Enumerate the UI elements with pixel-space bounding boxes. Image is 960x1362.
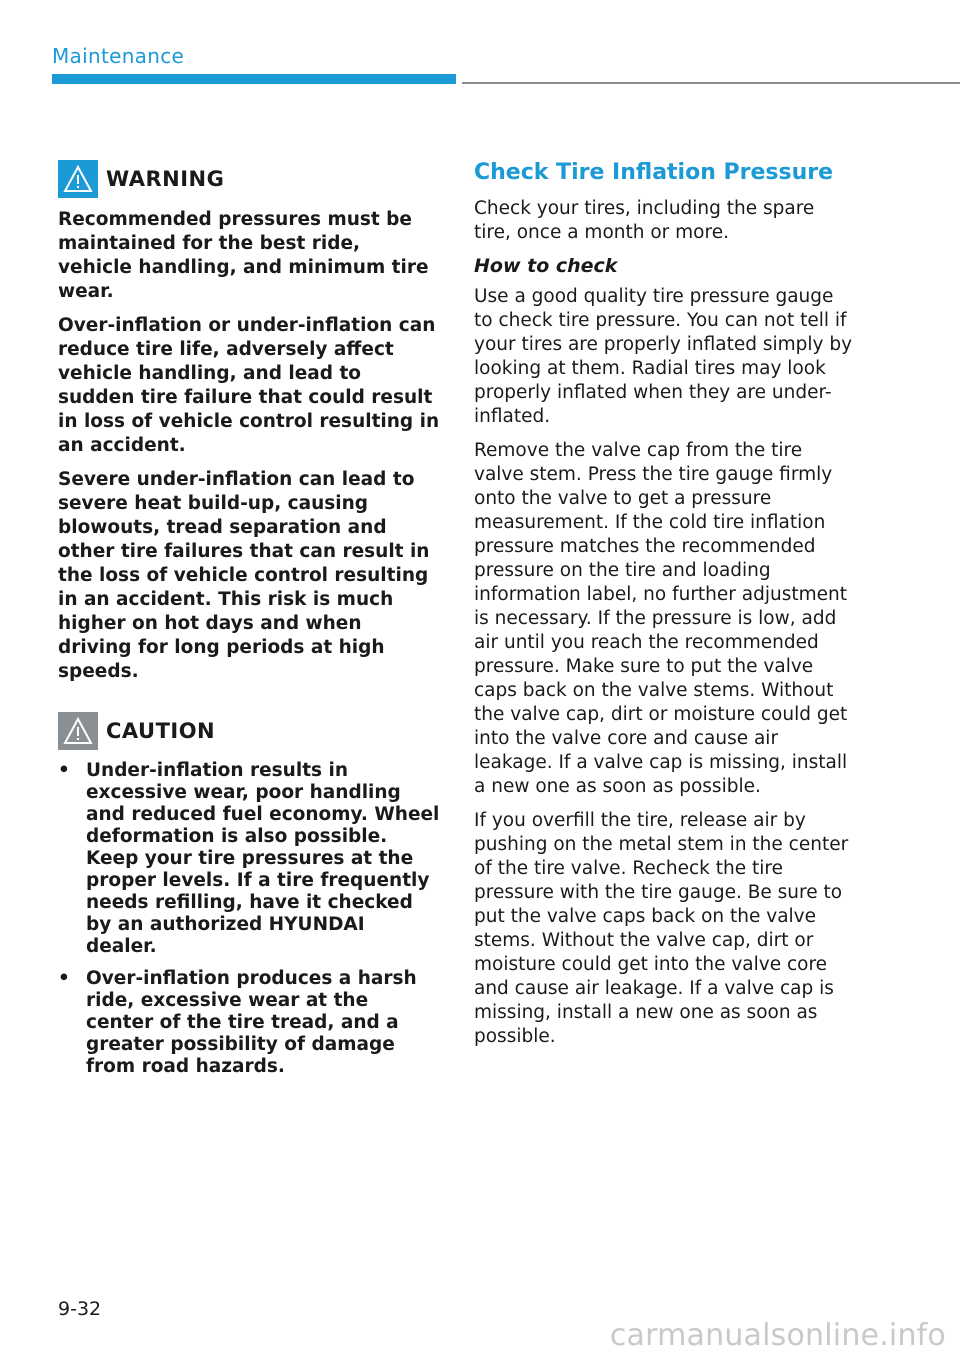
- caution-item-text: Over-inflation produces a harsh ride, excessive wear at the center of the tire tread, and a greater possibility of damage from road hazards.: [86, 968, 417, 1077]
- header-title: Maintenance: [52, 44, 185, 68]
- section-subhead: How to check: [474, 255, 618, 277]
- warning-box: [58, 160, 440, 684]
- caution-list: [58, 760, 440, 1078]
- caution-item: [58, 760, 440, 958]
- caution-item: [58, 968, 440, 1078]
- bullet: •: [58, 968, 70, 989]
- warning-paragraph: Over-inflation or under-inflation can reduce tire life, adversely affect vehicle handling, and lead to sudden tire failure that could result in loss of vehicle control resulting in an accident.: [58, 315, 440, 456]
- right-column: [474, 160, 854, 1059]
- caution-title: CAUTION: [106, 719, 216, 743]
- body-paragraph: If you overfill the tire, release air by pushing on the metal stem in the center of the tire valve. Recheck the tire pressure with the tire gauge. Be sure to put the valve caps back on the valve stems. Without the valve cap, dirt or moisture could get into the valve core and cause air leakage. If a valve cap is missing, install a new one as soon as possible.: [474, 810, 849, 1047]
- caution-header: [58, 712, 440, 750]
- left-column: [58, 160, 440, 1088]
- section-intro: Check your tires, including the spare tire, once a month or more.: [474, 198, 815, 243]
- warning-title: WARNING: [106, 167, 225, 191]
- page-number: 9-32: [58, 1298, 102, 1320]
- header-gray-rule: [462, 82, 960, 84]
- warning-header: [58, 160, 440, 198]
- body-paragraph: Remove the valve cap from the tire valve stem. Press the tire gauge firmly onto the valve to get a pressure measurement. If the cold tire inflation pressure matches the recommended pressure on the tire and loading information label, no further adjustment is necessary. If the pressure is low, add air until you reach the recommended pressure. Make sure to put the valve caps back on the valve stems. Without the valve cap, dirt or moisture could get into the valve core and cause air leakage. If a valve cap is missing, install a new one as soon as possible.: [474, 440, 848, 797]
- caution-box: [58, 712, 440, 1078]
- section-title: Check Tire Inflation Pressure: [474, 160, 834, 185]
- watermark: carmanualsonline.info: [609, 1318, 946, 1353]
- warning-paragraph: Recommended pressures must be maintained for the best ride, vehicle handling, and minimum tire wear.: [58, 209, 429, 302]
- caution-triangle-icon: [58, 712, 98, 750]
- warning-triangle-icon: [58, 160, 98, 198]
- warning-paragraph: Severe under-inflation can lead to severe heat build-up, causing blowouts, tread separation and other tire failures that can result in the loss of vehicle control resulting in an accident. This risk is much higher on hot days and when driving for long periods at high speeds.: [58, 469, 430, 682]
- caution-item-text: Under-inflation results in excessive wear, poor handling and reduced fuel economy. Wheel deformation is also possible. Keep your tire pressures at the proper levels. If a tire frequently needs refilling, have it checked by an authorized HYUNDAI dealer.: [86, 760, 440, 957]
- body-paragraph: Use a good quality tire pressure gauge to check tire pressure. You can not tell if your tires are properly inflated simply by looking at them. Radial tires may look properly inflated when they are under-inflated.: [474, 286, 853, 427]
- header-accent-rule: [52, 74, 456, 84]
- bullet: •: [58, 760, 70, 781]
